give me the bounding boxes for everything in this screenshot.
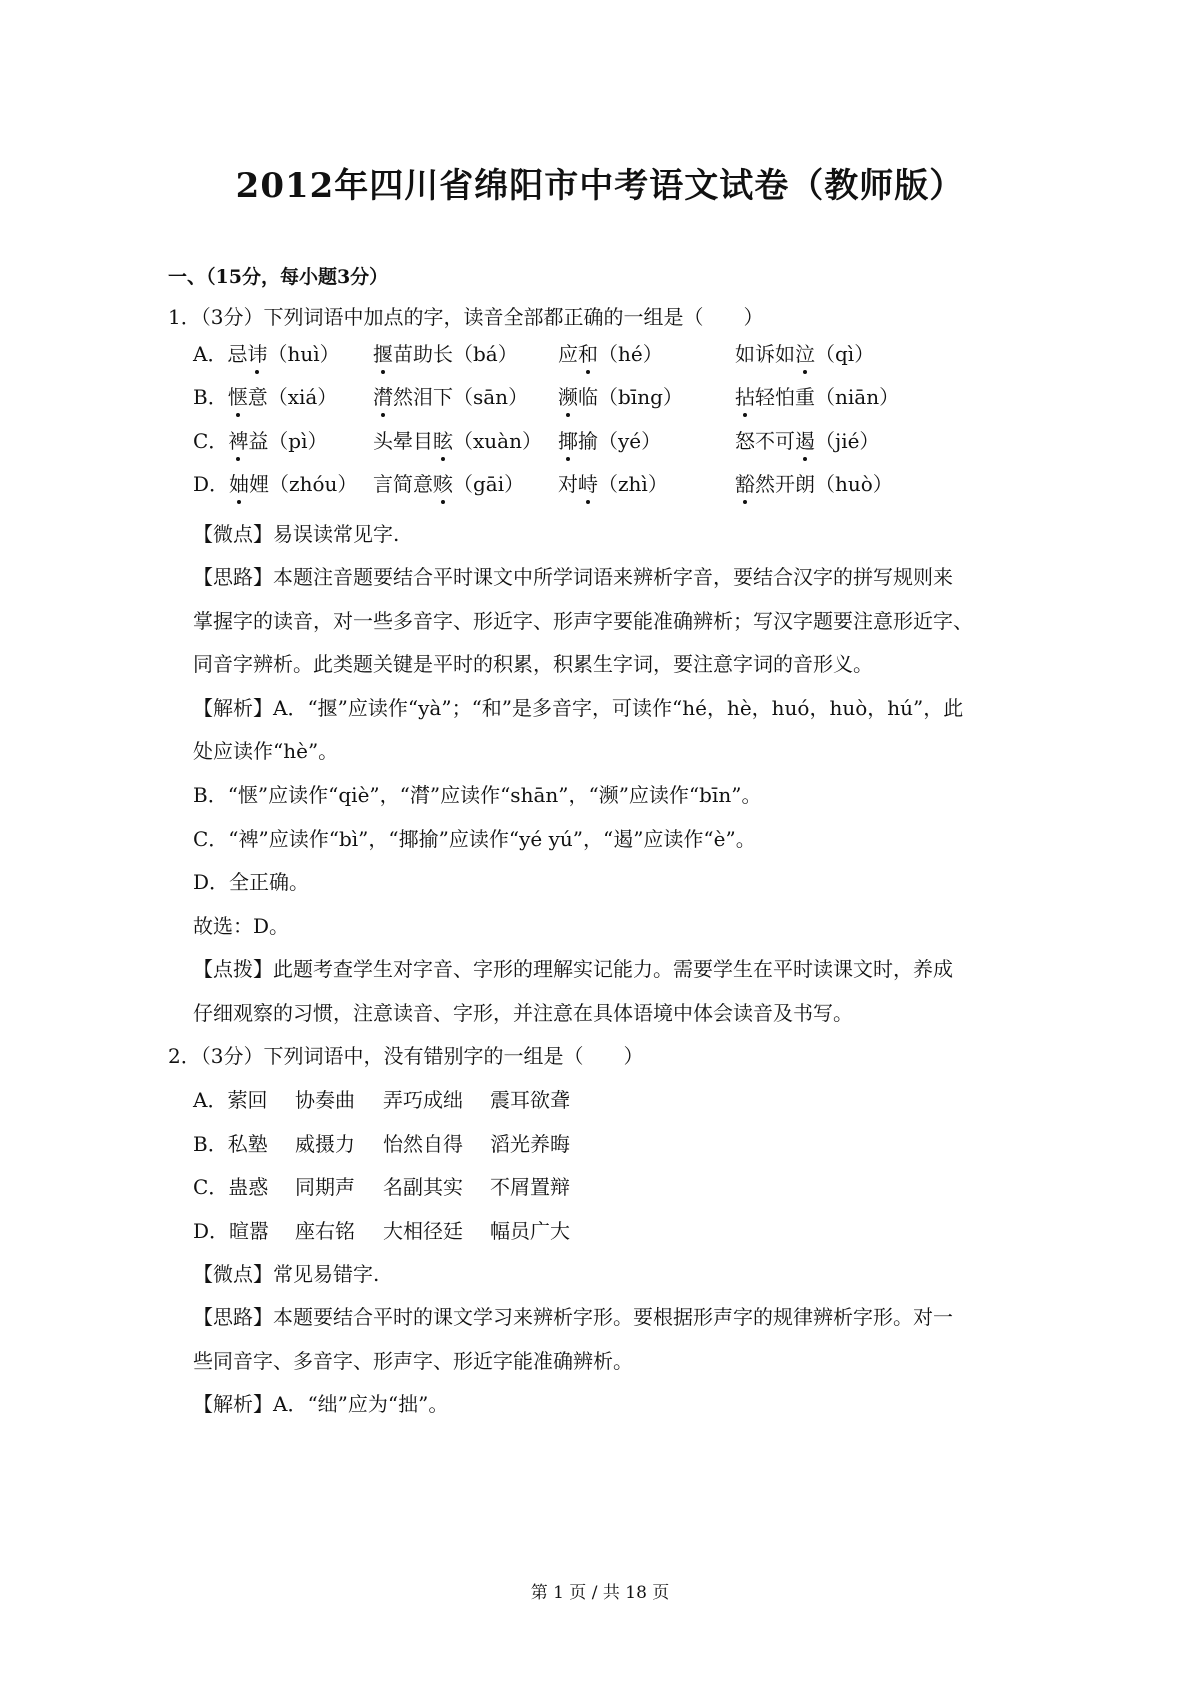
- q1-option-cell: [193, 470, 357, 498]
- word-part: 然泪下（sān）: [393, 385, 529, 409]
- word-part: 苗助长（bá）: [393, 342, 518, 366]
- silu-tag: 【思路】: [193, 1305, 273, 1329]
- q1-jiexi-line: 处应读作“hè”。: [193, 739, 339, 763]
- dotted-char: 裨: [228, 429, 249, 453]
- dotted-char: 濒: [558, 385, 578, 409]
- q1-stem: 1．（3分）下列词语中加点的字，读音全部都正确的一组是（ ）: [168, 305, 764, 329]
- word-part: 轻怕重（niān）: [755, 385, 900, 409]
- word-part: 娌（zhóu）: [249, 472, 358, 496]
- jiexi-text: A．“绌”应为“拙”。: [273, 1392, 449, 1416]
- q1-dianbo-line: [193, 955, 953, 983]
- dotted-char: 拈: [735, 385, 755, 409]
- q2-silu-line: [193, 1303, 953, 1331]
- dotted-char: 妯: [229, 472, 250, 496]
- dotted-char: 讳: [247, 342, 268, 366]
- option-letter: B．: [193, 385, 228, 409]
- dotted-char: 潸: [373, 385, 393, 409]
- option-letter: D．: [193, 472, 230, 496]
- word-part: 揄（yé）: [578, 429, 662, 453]
- word-part: （hé）: [598, 342, 663, 366]
- q1-option-cell: [373, 340, 518, 368]
- dianbo-text: 此题考查学生对字音、字形的理解实记能力。需要学生在平时读课文时，养成: [273, 957, 953, 981]
- q2-stem: 2．（3分）下列词语中，没有错别字的一组是（ ）: [168, 1044, 644, 1068]
- q2-option-cell: 弄巧成绌: [383, 1088, 463, 1112]
- q2-option-cell: 座右铭: [295, 1219, 355, 1243]
- dotted-char: 和: [578, 342, 598, 366]
- word-part: 怒不可: [735, 429, 795, 453]
- q1-option-cell: [558, 340, 663, 368]
- word-part: 如诉如: [735, 342, 795, 366]
- q2-option-cell: D．暄嚣: [193, 1219, 270, 1243]
- q1-option-cell: [373, 383, 528, 411]
- q1-silu-line: 掌握字的读音，对一些多音字、形近字、形声字要能准确辨析；写汉字题要注意形近字、: [193, 609, 973, 633]
- q2-weidian: [193, 1260, 379, 1288]
- dotted-char: 眩: [433, 429, 453, 453]
- q2-option-cell: A．萦回: [193, 1088, 268, 1112]
- q2-option-cell: 震耳欲聋: [490, 1088, 570, 1112]
- q1-option-cell: [558, 427, 661, 455]
- q1-jiexi-line: D．全正确。: [193, 870, 310, 894]
- q1-weidian: [193, 520, 399, 548]
- dotted-char: 赅: [433, 472, 453, 496]
- q1-option-cell: [735, 383, 899, 411]
- word-part: 益（pì）: [248, 429, 328, 453]
- weidian-text: 常见易错字.: [273, 1262, 380, 1286]
- q1-option-cell: [558, 470, 668, 498]
- q2-option-cell: 名副其实: [383, 1175, 463, 1199]
- q2-option-cell: 不屑置辩: [490, 1175, 570, 1199]
- word-part: 应: [558, 342, 578, 366]
- q1-option-cell: [373, 427, 542, 455]
- q1-jiexi-line: [193, 694, 963, 722]
- page-title: 2012年四川省绵阳市中考语文试卷（教师版）: [235, 166, 965, 206]
- q1-silu-line: [193, 563, 953, 591]
- dotted-char: 揶: [558, 429, 578, 453]
- word-part: （jié）: [815, 429, 880, 453]
- word-part: 然开朗（huò）: [755, 472, 893, 496]
- q2-option-cell: 怡然自得: [383, 1132, 463, 1156]
- section-heading: 一、（15分，每小题3分）: [168, 266, 389, 288]
- weidian-tag: 【微点】: [193, 522, 273, 546]
- q2-option-cell: 协奏曲: [295, 1088, 355, 1112]
- q1-option-cell: [558, 383, 683, 411]
- q2-option-cell: 滔光养晦: [490, 1132, 570, 1156]
- page-footer: 第 1 页 / 共 18 页: [530, 1583, 670, 1603]
- word-part: （qì）: [815, 342, 875, 366]
- dotted-char: 峙: [578, 472, 598, 496]
- q1-jiexi-line: B．“惬”应读作“qiè”，“潸”应读作“shān”，“濒”应读作“bīn”。: [193, 783, 762, 807]
- jiexi-text: A．“揠”应读作“yà”；“和”是多音字，可读作“hé，hè，huó，huò，hú”，此: [273, 696, 964, 720]
- q2-silu-line: 些同音字、多音字、形声字、形近字能准确辨析。: [193, 1349, 633, 1373]
- q2-option-cell: C．蛊惑: [193, 1175, 269, 1199]
- jiexi-tag: 【解析】: [193, 696, 273, 720]
- word-part: 头晕目: [373, 429, 433, 453]
- option-letter: A．: [193, 342, 228, 366]
- q2-option-cell: 大相径廷: [383, 1219, 463, 1243]
- weidian-text: 易误读常见字.: [273, 522, 400, 546]
- dotted-char: 惬: [227, 385, 248, 409]
- q1-option-cell: [193, 340, 340, 368]
- word-part: （zhì）: [598, 472, 668, 496]
- word-part: （xuàn）: [453, 429, 542, 453]
- dotted-char: 揠: [373, 342, 393, 366]
- q2-option-cell: 幅员广大: [490, 1219, 570, 1243]
- q1-option-cell: [735, 470, 893, 498]
- word-part: 临（bīng）: [578, 385, 683, 409]
- silu-tag: 【思路】: [193, 565, 273, 589]
- q2-option-cell: 同期声: [295, 1175, 355, 1199]
- q1-option-cell: [193, 427, 328, 455]
- word-part: 对: [558, 472, 578, 496]
- silu-text: 本题要结合平时的课文学习来辨析字形。要根据形声字的规律辨析字形。对一: [273, 1305, 953, 1329]
- dotted-char: 遏: [795, 429, 815, 453]
- q2-option-cell: B．私塾: [193, 1132, 268, 1156]
- q1-jiexi-line: C．“裨”应读作“bì”，“揶揄”应读作“yé yú”，“遏”应读作“è”。: [193, 827, 756, 851]
- q1-answer: 故选：D。: [193, 914, 290, 938]
- q1-option-cell: [735, 427, 879, 455]
- word-part: （gāi）: [453, 472, 525, 496]
- jiexi-tag: 【解析】: [193, 1392, 273, 1416]
- option-letter: C．: [193, 429, 229, 453]
- q1-option-cell: [373, 470, 524, 498]
- q2-jiexi-line: [193, 1390, 448, 1418]
- q2-option-cell: 威摄力: [295, 1132, 355, 1156]
- dotted-char: 豁: [735, 472, 755, 496]
- q1-option-cell: [193, 383, 337, 411]
- dotted-char: 泣: [795, 342, 815, 366]
- dianbo-tag: 【点拨】: [193, 957, 273, 981]
- q1-dianbo-line: 仔细观察的习惯，注意读音、字形，并注意在具体语境中体会读音及书写。: [193, 1001, 853, 1025]
- weidian-tag: 【微点】: [193, 1262, 273, 1286]
- q1-silu-line: 同音字辨析。此类题关键是平时的积累，积累生字词，要注意字词的音形义。: [193, 652, 873, 676]
- word-part: （huì）: [267, 342, 340, 366]
- word-part: 言简意: [373, 472, 433, 496]
- silu-text: 本题注音题要结合平时课文中所学词语来辨析字音，要结合汉字的拼写规则来: [273, 565, 953, 589]
- word-part: 意（xiá）: [247, 385, 338, 409]
- word-part: 忌: [227, 342, 248, 366]
- q1-option-cell: [735, 340, 874, 368]
